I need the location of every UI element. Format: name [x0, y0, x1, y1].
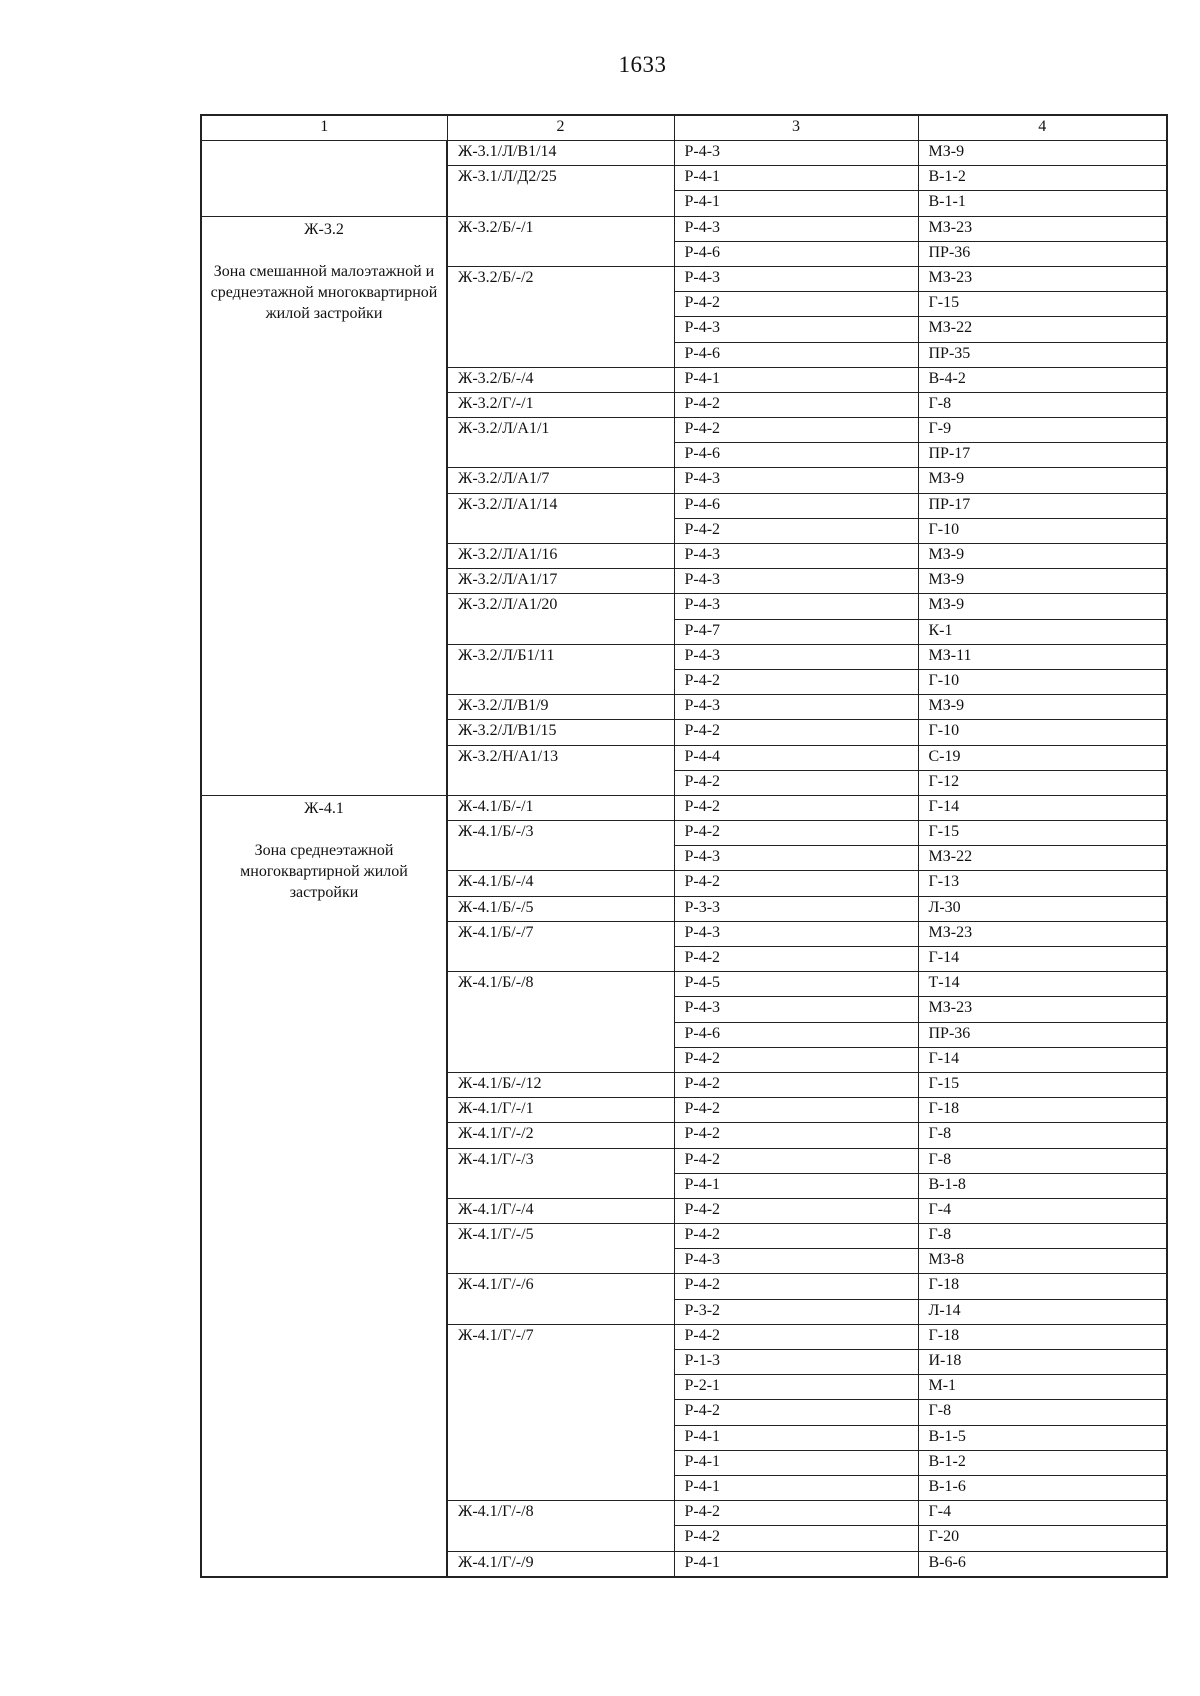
regulation-code-cell: Р-4-1 — [674, 1551, 918, 1577]
regulation-code-cell: Р-4-3 — [674, 997, 918, 1022]
object-code-cell: Г-8 — [918, 1224, 1167, 1249]
object-code-cell: В-1-2 — [918, 1450, 1167, 1475]
subzone-code-cell: Ж-4.1/Г/-/9 — [447, 1551, 674, 1577]
object-code-cell: В-1-6 — [918, 1475, 1167, 1500]
regulation-code-cell: Р-4-3 — [674, 544, 918, 569]
subzone-code-cell: Ж-3.2/Л/А1/17 — [447, 569, 674, 594]
object-code-cell: МЗ-23 — [918, 921, 1167, 946]
subzone-code-cell: Ж-3.2/Б/-/2 — [447, 266, 674, 367]
object-code-cell: Г-8 — [918, 1400, 1167, 1425]
subzone-code-cell: Ж-4.1/Б/-/3 — [447, 821, 674, 871]
regulation-code-cell: Р-4-3 — [674, 266, 918, 291]
regulation-code-cell: Р-4-2 — [674, 1274, 918, 1299]
object-code-cell: Г-10 — [918, 720, 1167, 745]
subzone-code-cell: Ж-4.1/Г/-/2 — [447, 1123, 674, 1148]
regulation-code-cell: Р-2-1 — [674, 1375, 918, 1400]
subzone-code-cell: Ж-3.2/Л/В1/9 — [447, 695, 674, 720]
table-row — [201, 141, 1167, 166]
regulation-code-cell: Р-4-6 — [674, 443, 918, 468]
object-code-cell: Г-18 — [918, 1098, 1167, 1123]
object-code-cell: Г-8 — [918, 1123, 1167, 1148]
regulation-code-cell: Р-3-3 — [674, 896, 918, 921]
object-code-cell: В-4-2 — [918, 367, 1167, 392]
object-code-cell: МЗ-22 — [918, 846, 1167, 871]
object-code-cell: Г-10 — [918, 518, 1167, 543]
object-code-cell: МЗ-9 — [918, 468, 1167, 493]
object-code-cell: МЗ-11 — [918, 644, 1167, 669]
regulation-code-cell: Р-4-3 — [674, 695, 918, 720]
object-code-cell: Г-15 — [918, 821, 1167, 846]
regulation-code-cell: Р-4-3 — [674, 141, 918, 166]
subzone-code-cell: Ж-3.2/Б/-/4 — [447, 367, 674, 392]
regulation-code-cell: Р-4-2 — [674, 947, 918, 972]
subzone-code-cell: Ж-3.2/Л/В1/15 — [447, 720, 674, 745]
regulation-code-cell: Р-4-3 — [674, 644, 918, 669]
regulation-code-cell: Р-4-2 — [674, 1224, 918, 1249]
object-code-cell: МЗ-23 — [918, 266, 1167, 291]
subzone-code-cell: Ж-3.2/Л/А1/1 — [447, 418, 674, 468]
object-code-cell: В-6-6 — [918, 1551, 1167, 1577]
regulation-code-cell: Р-4-3 — [674, 569, 918, 594]
regulation-code-cell: Р-4-7 — [674, 619, 918, 644]
regulation-code-cell: Р-4-1 — [674, 367, 918, 392]
table-header-row — [201, 115, 1167, 141]
object-code-cell: В-1-2 — [918, 166, 1167, 191]
object-code-cell: МЗ-9 — [918, 544, 1167, 569]
object-code-cell: ПР-17 — [918, 443, 1167, 468]
subzone-code-cell: Ж-3.2/Л/А1/16 — [447, 544, 674, 569]
regulation-code-cell: Р-4-3 — [674, 216, 918, 241]
object-code-cell: Г-4 — [918, 1198, 1167, 1223]
zone-cell — [201, 795, 447, 1576]
object-code-cell: В-1-1 — [918, 191, 1167, 216]
subzone-code-cell: Ж-3.2/Л/Б1/11 — [447, 644, 674, 694]
object-code-cell: Г-18 — [918, 1274, 1167, 1299]
regulation-code-cell: Р-4-2 — [674, 1501, 918, 1526]
subzone-code-cell: Ж-4.1/Б/-/4 — [447, 871, 674, 896]
regulation-code-cell: Р-4-2 — [674, 1198, 918, 1223]
object-code-cell: ПР-36 — [918, 1022, 1167, 1047]
column-header-2: 2 — [447, 115, 674, 141]
regulation-code-cell: Р-4-2 — [674, 1047, 918, 1072]
subzone-code-cell: Ж-3.2/Л/А1/7 — [447, 468, 674, 493]
zoning-table — [200, 114, 1168, 1578]
object-code-cell: МЗ-9 — [918, 141, 1167, 166]
object-code-cell: Г-20 — [918, 1526, 1167, 1551]
zone-code: Ж-4.1 — [304, 799, 344, 817]
column-header-1: 1 — [201, 115, 447, 141]
object-code-cell: МЗ-9 — [918, 594, 1167, 619]
regulation-code-cell: Р-4-6 — [674, 1022, 918, 1047]
regulation-code-cell: Р-4-2 — [674, 770, 918, 795]
zone-cell — [201, 216, 447, 795]
regulation-code-cell: Р-4-3 — [674, 317, 918, 342]
object-code-cell: Г-9 — [918, 418, 1167, 443]
subzone-code-cell: Ж-3.2/Б/-/1 — [447, 216, 674, 266]
regulation-code-cell: Р-4-2 — [674, 1400, 918, 1425]
regulation-code-cell: Р-4-1 — [674, 1475, 918, 1500]
object-code-cell: В-1-5 — [918, 1425, 1167, 1450]
regulation-code-cell: Р-4-1 — [674, 191, 918, 216]
regulation-code-cell: Р-4-2 — [674, 1123, 918, 1148]
object-code-cell: ПР-17 — [918, 493, 1167, 518]
regulation-code-cell: Р-1-3 — [674, 1350, 918, 1375]
subzone-code-cell: Ж-3.2/Л/А1/20 — [447, 594, 674, 644]
regulation-code-cell: Р-4-1 — [674, 1425, 918, 1450]
regulation-code-cell: Р-4-5 — [674, 972, 918, 997]
regulation-code-cell: Р-4-2 — [674, 669, 918, 694]
regulation-code-cell: Р-4-2 — [674, 871, 918, 896]
object-code-cell: ПР-36 — [918, 241, 1167, 266]
regulation-code-cell: Р-4-2 — [674, 392, 918, 417]
regulation-code-cell: Р-4-2 — [674, 1324, 918, 1349]
object-code-cell: Г-15 — [918, 292, 1167, 317]
subzone-code-cell: Ж-4.1/Г/-/5 — [447, 1224, 674, 1274]
regulation-code-cell: Р-4-3 — [674, 1249, 918, 1274]
subzone-code-cell: Ж-4.1/Б/-/7 — [447, 921, 674, 971]
zone-code: Ж-3.2 — [304, 220, 344, 238]
regulation-code-cell: Р-4-3 — [674, 468, 918, 493]
regulation-code-cell: Р-4-2 — [674, 1072, 918, 1097]
regulation-code-cell: Р-4-2 — [674, 795, 918, 820]
object-code-cell: Г-14 — [918, 1047, 1167, 1072]
regulation-code-cell: Р-4-6 — [674, 493, 918, 518]
subzone-code-cell: Ж-4.1/Б/-/5 — [447, 896, 674, 921]
subzone-code-cell: Ж-4.1/Г/-/1 — [447, 1098, 674, 1123]
object-code-cell: Г-8 — [918, 1148, 1167, 1173]
zone-name: Зона смешанной малоэтажной и среднеэтажной многоквартирной жилой застройки — [210, 262, 438, 322]
object-code-cell: С-19 — [918, 745, 1167, 770]
object-code-cell: Г-15 — [918, 1072, 1167, 1097]
table-body — [201, 141, 1167, 1577]
regulation-code-cell: Р-3-2 — [674, 1299, 918, 1324]
object-code-cell: МЗ-23 — [918, 216, 1167, 241]
regulation-code-cell: Р-4-2 — [674, 418, 918, 443]
object-code-cell: Г-14 — [918, 795, 1167, 820]
subzone-code-cell: Ж-3.1/Л/В1/14 — [447, 141, 674, 166]
object-code-cell: Г-13 — [918, 871, 1167, 896]
subzone-code-cell: Ж-3.2/Г/-/1 — [447, 392, 674, 417]
zone-name: Зона среднеэтажной многоквартирной жилой застройки — [240, 841, 408, 901]
subzone-code-cell: Ж-4.1/Г/-/7 — [447, 1324, 674, 1500]
object-code-cell: К-1 — [918, 619, 1167, 644]
column-header-3: 3 — [674, 115, 918, 141]
object-code-cell: Л-14 — [918, 1299, 1167, 1324]
object-code-cell: Г-14 — [918, 947, 1167, 972]
regulation-code-cell: Р-4-2 — [674, 518, 918, 543]
zone-cell — [201, 141, 447, 217]
subzone-code-cell: Ж-4.1/Г/-/6 — [447, 1274, 674, 1324]
object-code-cell: МЗ-9 — [918, 695, 1167, 720]
regulation-code-cell: Р-4-1 — [674, 166, 918, 191]
regulation-code-cell: Р-4-2 — [674, 720, 918, 745]
object-code-cell: И-18 — [918, 1350, 1167, 1375]
object-code-cell: В-1-8 — [918, 1173, 1167, 1198]
object-code-cell: Л-30 — [918, 896, 1167, 921]
object-code-cell: Т-14 — [918, 972, 1167, 997]
subzone-code-cell: Ж-3.1/Л/Д2/25 — [447, 166, 674, 216]
object-code-cell: МЗ-9 — [918, 569, 1167, 594]
subzone-code-cell: Ж-3.2/Н/А1/13 — [447, 745, 674, 795]
regulation-code-cell: Р-4-4 — [674, 745, 918, 770]
regulation-code-cell: Р-4-3 — [674, 594, 918, 619]
object-code-cell: Г-18 — [918, 1324, 1167, 1349]
regulation-code-cell: Р-4-3 — [674, 921, 918, 946]
object-code-cell: ПР-35 — [918, 342, 1167, 367]
object-code-cell: Г-12 — [918, 770, 1167, 795]
subzone-code-cell: Ж-4.1/Г/-/3 — [447, 1148, 674, 1198]
subzone-code-cell: Ж-4.1/Г/-/8 — [447, 1501, 674, 1551]
object-code-cell: Г-10 — [918, 669, 1167, 694]
regulation-code-cell: Р-4-6 — [674, 241, 918, 266]
regulation-code-cell: Р-4-3 — [674, 846, 918, 871]
subzone-code-cell: Ж-4.1/Б/-/1 — [447, 795, 674, 820]
object-code-cell: МЗ-22 — [918, 317, 1167, 342]
object-code-cell: Г-4 — [918, 1501, 1167, 1526]
regulation-code-cell: Р-4-1 — [674, 1173, 918, 1198]
subzone-code-cell: Ж-4.1/Б/-/12 — [447, 1072, 674, 1097]
page-number: 1633 — [618, 52, 667, 77]
regulation-code-cell: Р-4-1 — [674, 1450, 918, 1475]
regulation-code-cell: Р-4-2 — [674, 1526, 918, 1551]
regulation-code-cell: Р-4-2 — [674, 821, 918, 846]
regulation-code-cell: Р-4-2 — [674, 1098, 918, 1123]
table-row — [201, 216, 1167, 241]
subzone-code-cell: Ж-3.2/Л/А1/14 — [447, 493, 674, 543]
object-code-cell: МЗ-8 — [918, 1249, 1167, 1274]
column-header-4: 4 — [918, 115, 1167, 141]
object-code-cell: М-1 — [918, 1375, 1167, 1400]
regulation-code-cell: Р-4-6 — [674, 342, 918, 367]
subzone-code-cell: Ж-4.1/Б/-/8 — [447, 972, 674, 1073]
regulation-code-cell: Р-4-2 — [674, 292, 918, 317]
subzone-code-cell: Ж-4.1/Г/-/4 — [447, 1198, 674, 1223]
object-code-cell: Г-8 — [918, 392, 1167, 417]
table-row — [201, 795, 1167, 820]
object-code-cell: МЗ-23 — [918, 997, 1167, 1022]
regulation-code-cell: Р-4-2 — [674, 1148, 918, 1173]
